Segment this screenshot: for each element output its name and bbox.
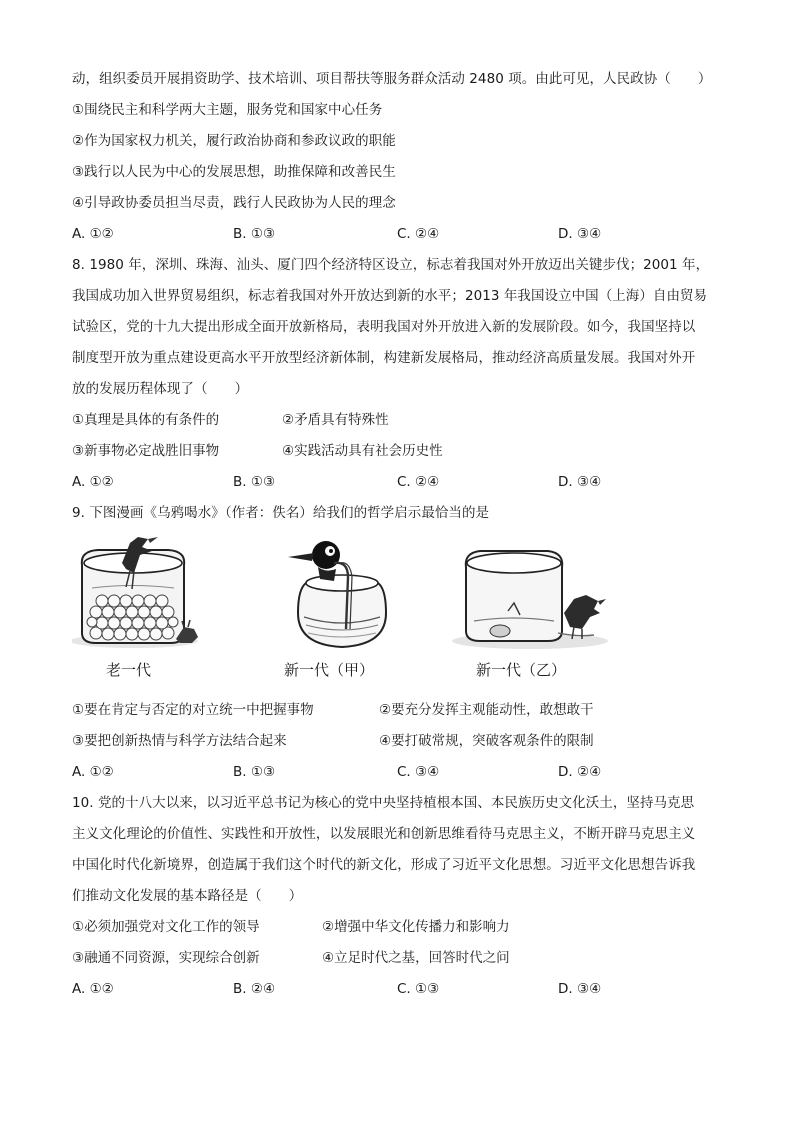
q8-option-b[interactable]: B. ①③ (233, 474, 276, 490)
q10-stem-2: 主义文化理论的价值性、实践性和开放性，以发展眼光和创新思维看待马克思主义，不断开辟马克思主义 (72, 826, 696, 842)
crow-drinking-comic (72, 533, 722, 655)
q7-option-a[interactable]: A. ①② (72, 226, 114, 242)
q8-stem-1: 8. 1980 年，深圳、珠海、汕头、厦门四个经济特区设立，标志着我国对外开放迈出关键步伐；2001 年， (72, 257, 710, 273)
q9-options (72, 757, 722, 788)
q10-items-row-2 (72, 943, 722, 974)
q9-items-row-1 (72, 695, 722, 726)
q10-options (72, 974, 722, 1005)
q9-option-a[interactable]: A. ①② (72, 764, 114, 780)
q7-item-4: ④引导政协委员担当尽责，践行人民政协为人民的理念 (72, 195, 396, 211)
q10-option-d[interactable]: D. ③④ (558, 981, 602, 997)
comic-new-generation-b (448, 533, 608, 653)
q9-items-row-2 (72, 726, 722, 757)
q10-option-c[interactable]: C. ①③ (397, 981, 440, 997)
comic-old-generation (72, 533, 202, 653)
q10-stem-3: 中国化时代化新境界，创造属于我们这个时代的新文化，形成了习近平文化思想。习近平文化思想告诉我 (72, 857, 696, 873)
q7-option-b[interactable]: B. ①③ (233, 226, 276, 242)
q8-item-1: ①真理是具体的有条件的 (72, 412, 220, 428)
q10-items-row-1 (72, 912, 722, 943)
q7-item-2: ②作为国家权力机关，履行政治协商和参政议政的职能 (72, 133, 396, 149)
q10-option-a[interactable]: A. ①② (72, 981, 114, 997)
q9-option-c[interactable]: C. ③④ (397, 764, 440, 780)
q8-stem-5: 放的发展历程体现了（ ） (72, 381, 249, 397)
q10-stem-1: 10. 党的十八大以来，以习近平总书记为核心的党中央坚持植根本国、本民族历史文化沃土，坚持马克思 (72, 795, 695, 811)
q7-option-c[interactable]: C. ②④ (397, 226, 440, 242)
q10-item-4: ④立足时代之基，回答时代之问 (322, 950, 510, 966)
q9-option-b[interactable]: B. ①③ (233, 764, 276, 780)
q9-stem: 9. 下图漫画《乌鸦喝水》（作者：佚名）给我们的哲学启示最恰当的是 (72, 505, 490, 521)
caption-old-generation: 老一代 (106, 661, 152, 679)
q8-option-a[interactable]: A. ①② (72, 474, 114, 490)
q10-item-1: ①必须加强党对文化工作的领导 (72, 919, 260, 935)
caption-new-generation-a: 新一代（甲） (284, 661, 375, 679)
q8-options (72, 467, 722, 498)
q8-option-c[interactable]: C. ②④ (397, 474, 440, 490)
comic-captions (72, 655, 722, 695)
q7-item-3: ③践行以人民为中心的发展思想，助推保障和改善民生 (72, 164, 396, 180)
q7-item-1: ①围绕民主和科学两大主题，服务党和国家中心任务 (72, 102, 383, 118)
q7-option-d[interactable]: D. ③④ (558, 226, 602, 242)
q8-item-3: ③新事物必定战胜旧事物 (72, 443, 220, 459)
q10-option-b[interactable]: B. ②④ (233, 981, 276, 997)
q10-stem-4: 们推动文化发展的基本路径是（ ） (72, 888, 303, 904)
q9-item-1: ①要在肯定与否定的对立统一中把握事物 (72, 702, 314, 718)
q8-stem-4: 制度型开放为重点建设更高水平开放型经济新体制，构建新发展格局，推动经济高质量发展。我国对外开 (72, 350, 696, 366)
q10-item-2: ②增强中华文化传播力和影响力 (322, 919, 510, 935)
q9-item-2: ②要充分发挥主观能动性，敢想敢干 (379, 702, 594, 718)
q7-stem-tail: 动，组织委员开展捐资助学、技术培训、项目帮扶等服务群众活动 2480 项。由此可见，人民政协（ ） (72, 71, 712, 87)
q9-item-4: ④要打破常规，突破客观条件的限制 (379, 733, 594, 749)
q8-item-2: ②矛盾具有特殊性 (282, 412, 389, 428)
q8-stem-2: 我国成功加入世界贸易组织，标志着我国对外开放达到新的水平；2013 年我国设立中国（上海）自由贸易 (72, 288, 708, 304)
q8-stem-3: 试验区，党的十九大提出形成全面开放新格局，表明我国对外开放进入新的发展阶段。如今，我国坚持以 (72, 319, 696, 335)
q8-item-4: ④实践活动具有社会历史性 (282, 443, 443, 459)
q9-option-d[interactable]: D. ②④ (558, 764, 602, 780)
exam-page (72, 64, 722, 1005)
q8-items-row-1 (72, 405, 722, 436)
comic-new-generation-a (284, 533, 404, 653)
q9-item-3: ③要把创新热情与科学方法结合起来 (72, 733, 287, 749)
q10-item-3: ③融通不同资源，实现综合创新 (72, 950, 260, 966)
q8-option-d[interactable]: D. ③④ (558, 474, 602, 490)
q7-options (72, 219, 722, 250)
q8-items-row-2 (72, 436, 722, 467)
caption-new-generation-b: 新一代（乙） (476, 661, 567, 679)
